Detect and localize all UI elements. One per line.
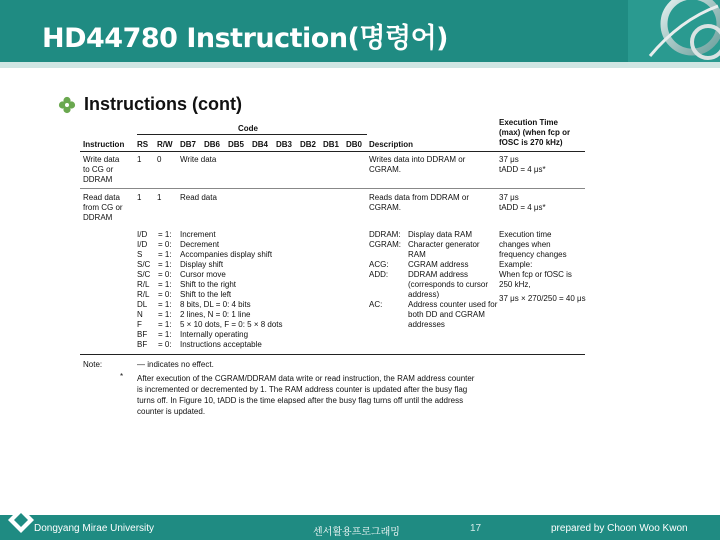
legend-meaning: Shift to the left <box>180 290 232 299</box>
header-rule <box>80 151 585 152</box>
read-time-2: tADD = 4 μs* <box>499 203 546 212</box>
note-label: Note: <box>83 360 103 369</box>
legend-meaning: Decrement <box>180 240 220 249</box>
exec-header-1: Execution Time <box>499 118 558 127</box>
legend-meaning: Display shift <box>180 260 224 269</box>
legend-term: CGRAM: <box>369 240 401 249</box>
exec-note-line: frequency changes <box>499 250 567 259</box>
legend-meaning: 2 lines, N = 0: 1 line <box>180 310 251 319</box>
exec-header-3: fOSC is 270 kHz) <box>499 138 563 147</box>
exec-note-line: Example: <box>499 260 533 269</box>
legend-value: = 1: <box>158 260 172 269</box>
write-name-1: Write data <box>83 155 120 164</box>
legend-flag: R/L <box>137 280 150 289</box>
legend-definition: Display data RAM <box>408 230 473 239</box>
row-rule-1 <box>80 188 585 189</box>
exec-note-line: 250 kHz, <box>499 280 531 289</box>
footer-author: prepared by Choon Woo Kwon <box>551 523 688 534</box>
write-name-3: DDRAM <box>83 175 113 184</box>
legend-flag: S/C <box>137 270 151 279</box>
legend-definition: CGRAM address <box>408 260 469 269</box>
legend-flag: N <box>137 310 143 319</box>
legend-flag: F <box>137 320 142 329</box>
bullet-text: Instructions (cont) <box>84 94 242 114</box>
legend-meaning: Instructions acceptable <box>180 340 262 349</box>
footnote-line-4: counter is updated. <box>137 407 206 416</box>
diamond-logo-icon <box>6 505 36 535</box>
write-rs: 1 <box>137 155 142 164</box>
legend-definition: DDRAM address <box>408 270 469 279</box>
footer-course: 센서활용프로그래밍 <box>313 527 400 538</box>
footnote-line-3: turns off. In Figure 10, tADD is the time elapsed after the busy flag turns off until the address <box>137 396 464 405</box>
read-data: Read data <box>180 193 217 202</box>
legend-value: = 0: <box>158 290 172 299</box>
col-db6: DB6 <box>204 140 221 149</box>
note-text: — indicates no effect. <box>137 360 214 369</box>
col-instruction: Instruction <box>83 140 125 149</box>
read-time-1: 37 μs <box>499 193 519 202</box>
legend-meaning: Increment <box>180 230 216 239</box>
legend-flag: R/L <box>137 290 150 299</box>
legend-flag: I/D <box>137 230 148 239</box>
code-underline <box>137 134 367 135</box>
exec-note-line: changes when <box>499 240 551 249</box>
legend-definition: (corresponds to cursor <box>408 280 489 289</box>
write-rw: 0 <box>157 155 162 164</box>
exec-note-line: When fcp or fOSC is <box>499 270 572 279</box>
code-label: Code <box>238 124 258 133</box>
bullet-item <box>58 94 242 115</box>
legend-value: = 0: <box>158 270 172 279</box>
footnote-mark: * <box>120 372 124 381</box>
col-db7: DB7 <box>180 140 197 149</box>
read-desc-2: CGRAM. <box>369 203 401 212</box>
legend-flag: BF <box>137 340 148 349</box>
read-rs: 1 <box>137 193 142 202</box>
legend-value: = 0: <box>158 240 172 249</box>
legend-term: AC: <box>369 300 383 309</box>
exec-note-line: Execution time <box>499 230 552 239</box>
write-name-2: to CG or <box>83 165 114 174</box>
legend-definition: RAM <box>408 250 426 259</box>
legend-meaning: 8 bits, DL = 0: 4 bits <box>180 300 251 309</box>
col-db4: DB4 <box>252 140 269 149</box>
legend-meaning: Shift to the right <box>180 280 237 289</box>
legend-value: = 1: <box>158 280 172 289</box>
logo-icon <box>610 0 720 62</box>
slide-title: HD44780 Instruction(명령어) <box>42 23 448 54</box>
title-bar-band <box>0 62 720 68</box>
legend-value: = 0: <box>158 340 172 349</box>
legend-term: ACG: <box>369 260 389 269</box>
col-rw: R/W <box>157 140 173 149</box>
legend-term: ADD: <box>369 270 389 279</box>
write-desc-2: CGRAM. <box>369 165 401 174</box>
legend-flag: S <box>137 250 143 259</box>
write-time-1: 37 μs <box>499 155 519 164</box>
write-time-2: tADD = 4 μs* <box>499 165 546 174</box>
read-rw: 1 <box>157 193 162 202</box>
legend-definition: both DD and CGRAM <box>408 310 485 319</box>
legend-bottom-rule <box>80 354 585 355</box>
legend-value: = 1: <box>158 230 172 239</box>
col-db5: DB5 <box>228 140 245 149</box>
write-desc-1: Writes data into DDRAM or <box>369 155 466 164</box>
legend-flag: BF <box>137 330 148 339</box>
legend-meaning: Cursor move <box>180 270 226 279</box>
page-number: 17 <box>470 523 482 534</box>
legend-term: DDRAM: <box>369 230 401 239</box>
col-rs: RS <box>137 140 149 149</box>
col-db3: DB3 <box>276 140 293 149</box>
read-name-3: DDRAM <box>83 213 113 222</box>
legend-meaning: Internally operating <box>180 330 249 339</box>
footnote-line-2: is incremented or decremented by 1. The RAM address counter is updated after the busy flag <box>137 385 468 394</box>
legend-flag: I/D <box>137 240 148 249</box>
legend-flag: S/C <box>137 260 151 269</box>
col-db0: DB0 <box>346 140 363 149</box>
write-data: Write data <box>180 155 217 164</box>
instruction-table <box>80 116 600 426</box>
formula: 37 μs × 270/250 = 40 μs <box>499 294 586 303</box>
legend-value: = 1: <box>158 320 172 329</box>
footnote-line-1: After execution of the CGRAM/DDRAM data write or read instruction, the RAM address counter <box>137 374 475 383</box>
legend-definition: Character generator <box>408 240 480 249</box>
legend-value: = 1: <box>158 250 172 259</box>
legend-definition: Address counter used for <box>408 300 498 309</box>
col-db2: DB2 <box>300 140 317 149</box>
legend-meaning: 5 × 10 dots, F = 0: 5 × 8 dots <box>180 320 283 329</box>
legend-value: = 1: <box>158 330 172 339</box>
read-name-1: Read data <box>83 193 120 202</box>
legend-definition: address) <box>408 290 440 299</box>
legend-value: = 1: <box>158 310 172 319</box>
legend-meaning: Accompanies display shift <box>180 250 273 259</box>
clover-bullet-icon <box>58 96 76 114</box>
col-db1: DB1 <box>323 140 340 149</box>
col-description: Description <box>369 140 414 149</box>
legend-value: = 1: <box>158 300 172 309</box>
read-desc-1: Reads data from DDRAM or <box>369 193 470 202</box>
legend-definition: addresses <box>408 320 445 329</box>
exec-header-2: (max) (when fcp or <box>499 128 571 137</box>
legend-flag: DL <box>137 300 148 309</box>
footer-university: Dongyang Mirae University <box>34 523 155 534</box>
read-name-2: from CG or <box>83 203 123 212</box>
